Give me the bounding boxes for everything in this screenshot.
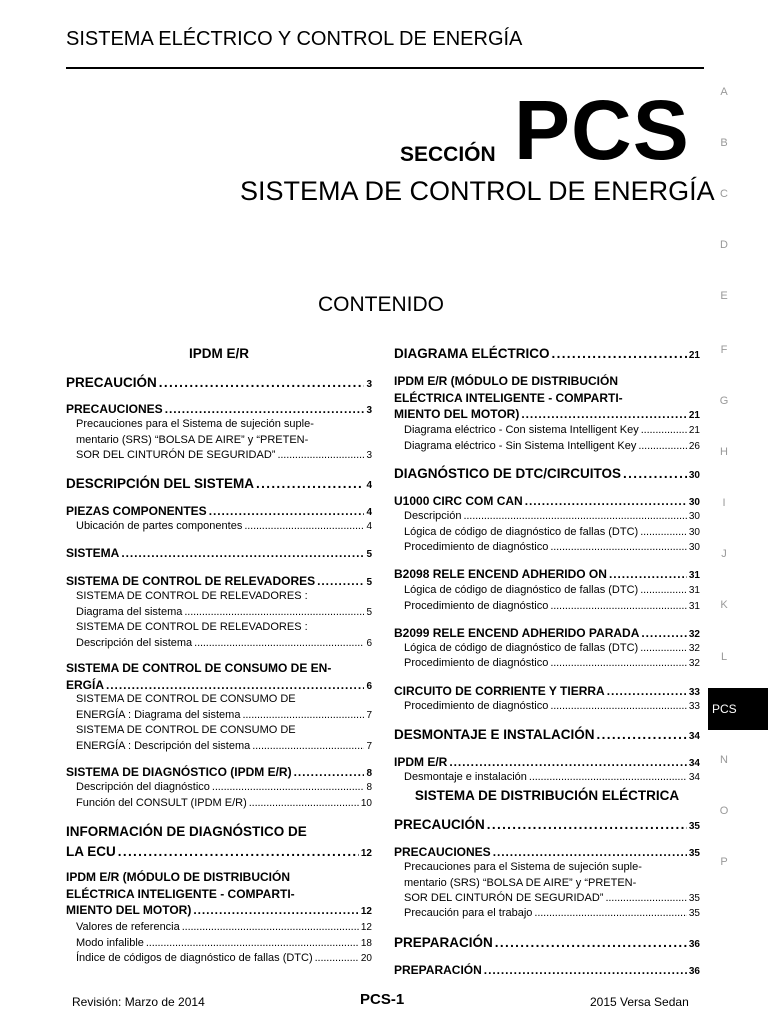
toc-subentry[interactable]: [404, 423, 700, 439]
toc-heading[interactable]: [394, 344, 700, 366]
toc-page-number: 32: [688, 658, 700, 669]
dot-leader: [640, 641, 687, 657]
dot-leader: [463, 509, 686, 525]
toc-page-number: 35: [688, 893, 700, 904]
toc-entry-title: INFORMACIÓN DE DIAGNÓSTICO DE: [66, 824, 307, 839]
toc-page-number: 10: [360, 798, 372, 809]
toc-subentry[interactable]: [76, 780, 372, 796]
toc-entry-title: Ubicación de partes componentes: [76, 520, 243, 532]
toc-entry-title: Descripción del sistema: [76, 636, 193, 649]
dot-leader: [487, 815, 687, 835]
toc-entry-title: ENERGÍA : Diagrama del sistema: [76, 708, 241, 721]
toc-page-number: 12: [360, 922, 372, 933]
dot-leader: [623, 464, 687, 484]
dot-leader: [550, 656, 687, 672]
toc-entry-title: DESMONTAJE E INSTALACIÓN: [394, 727, 595, 742]
toc-subentry[interactable]: [76, 589, 372, 620]
toc-page-number: 36: [688, 966, 700, 977]
section-index-h[interactable]: H: [720, 446, 728, 458]
toc-page-number: 35: [688, 821, 700, 832]
toc-page-number: 6: [366, 637, 372, 649]
toc-page-number: 30: [688, 511, 700, 522]
toc-subentry[interactable]: [404, 656, 700, 672]
toc-page-number: 26: [688, 441, 700, 452]
toc-entry-title: CIRCUITO DE CORRIENTE Y TIERRA: [394, 684, 605, 698]
toc-page-number: 5: [366, 549, 372, 560]
dot-leader: [317, 573, 364, 590]
toc-entry-title: SISTEMA DE CONTROL DE RELEVADORES :: [76, 621, 308, 633]
toc-page-number: 7: [366, 740, 372, 752]
dot-leader: [640, 583, 687, 599]
toc-heading[interactable]: [394, 566, 700, 585]
dot-leader: [605, 891, 686, 907]
toc-page-number: 20: [360, 953, 372, 964]
toc-subentry[interactable]: [76, 920, 372, 936]
toc-entry-title: mentario (SRS) “BOLSA DE AIRE” y “PRETEN-: [76, 433, 309, 446]
toc-entry-title: ERGÍA: [66, 677, 105, 692]
toc-page-number: 32: [688, 629, 700, 640]
toc-page-number: 3: [366, 379, 372, 390]
dot-leader: [121, 545, 364, 562]
dot-leader: [552, 344, 687, 364]
dot-leader: [641, 625, 687, 642]
toc-subentry[interactable]: [404, 860, 700, 907]
dot-leader: [534, 906, 686, 922]
toc-page-number: 12: [360, 848, 372, 859]
toc-entry-title: Índice de códigos de diagnóstico de fallas (DTC): [76, 952, 313, 964]
toc-entry-title: DIAGRAMA ELÉCTRICO: [394, 346, 550, 361]
dot-leader: [597, 725, 687, 745]
toc-heading[interactable]: [394, 464, 700, 486]
dot-leader: [106, 677, 364, 694]
toc-entry-title: Precauciones para el Sistema de sujeción suple-: [404, 861, 642, 873]
toc-page-number: 35: [688, 908, 700, 919]
toc-page-number: 3: [366, 405, 372, 416]
toc-entry-title: Procedimiento de diagnóstico: [404, 600, 549, 612]
toc-entry-title: SISTEMA DE DISTRIBUCIÓN ELÉCTRICA: [414, 788, 680, 803]
toc-page-number: 33: [688, 687, 700, 698]
toc-entry-title: MIENTO DEL MOTOR): [66, 903, 192, 917]
section-index-p[interactable]: P: [720, 856, 728, 868]
dot-leader: [529, 770, 687, 786]
toc-entry-title: B2099 RELE ENCEND ADHERIDO PARADA: [394, 626, 640, 640]
toc-subentry[interactable]: [76, 723, 372, 754]
section-tab-pcs[interactable]: PCS: [708, 688, 768, 730]
section-label: SECCIÓN: [400, 143, 496, 166]
toc-page-number: 3: [366, 450, 372, 461]
toc-entry-title: IPDM E/R: [188, 346, 249, 361]
toc-entry-title: ENERGÍA : Descripción del sistema: [76, 739, 251, 752]
toc-entry-title: MIENTO DEL MOTOR): [394, 407, 520, 421]
toc-entry-title: IPDM E/R (MÓDULO DE DISTRIBUCIÓN: [66, 870, 290, 884]
toc-entry-title: PREPARACIÓN: [394, 935, 493, 950]
dot-leader: [256, 474, 364, 494]
toc-entry-title: Modo infalible: [76, 937, 144, 949]
toc-page-number: 5: [366, 577, 372, 588]
section-index-j[interactable]: J: [721, 548, 727, 560]
header-title: SISTEMA ELÉCTRICO Y CONTROL DE ENERGÍA: [66, 28, 523, 50]
toc-heading[interactable]: [66, 474, 372, 496]
toc-page-number: 31: [688, 601, 700, 612]
contents-heading: CONTENIDO: [318, 293, 444, 316]
dot-leader: [525, 493, 687, 510]
toc-page-number: 31: [688, 570, 700, 581]
toc-entry-title: Procedimiento de diagnóstico: [404, 657, 549, 669]
toc-page-number: 33: [688, 701, 700, 712]
toc-division-heading: [394, 786, 700, 806]
toc-page-number: 21: [688, 425, 700, 436]
toc-heading[interactable]: [66, 660, 372, 695]
toc-entry-title: ELÉCTRICA INTELIGENTE - COMPARTI-: [394, 390, 623, 405]
toc-page-number: 30: [688, 497, 700, 508]
section-code: PCS: [514, 83, 690, 177]
toc-entry-title: IPDM E/R: [394, 755, 448, 769]
toc-entry-title: DIAGNÓSTICO DE DTC/CIRCUITOS: [394, 466, 622, 481]
toc-page-number: 18: [360, 938, 372, 949]
toc-entry-title: Precaución para el trabajo: [404, 907, 533, 919]
toc-page-number: 8: [366, 782, 372, 793]
dot-leader: [249, 796, 359, 812]
dot-leader: [242, 708, 364, 724]
toc-subentry[interactable]: [76, 692, 372, 723]
toc-subentry[interactable]: [76, 417, 372, 464]
toc-heading[interactable]: [394, 373, 700, 425]
dot-leader: [146, 936, 359, 952]
toc-heading[interactable]: [66, 373, 372, 395]
toc-entry-title: SISTEMA DE CONTROL DE CONSUMO DE: [76, 693, 296, 705]
toc-heading[interactable]: [394, 815, 700, 837]
toc-entry-title: Diagrama del sistema: [76, 605, 183, 618]
toc-entry-title: DESCRIPCIÓN DEL SISTEMA: [66, 476, 255, 491]
header-rule: [66, 67, 704, 69]
dot-leader: [607, 683, 687, 700]
toc-entry-title: Precauciones para el Sistema de sujeción suple-: [76, 418, 314, 430]
dot-leader: [550, 599, 687, 615]
dot-leader: [182, 920, 359, 936]
toc-page-number: 30: [688, 542, 700, 553]
toc-page-number: 30: [688, 470, 700, 481]
section-index-e[interactable]: E: [720, 290, 728, 302]
toc-heading[interactable]: [66, 869, 372, 921]
dot-leader: [252, 739, 364, 755]
toc-entry-title: Función del CONSULT (IPDM E/R): [76, 797, 247, 809]
section-index-g[interactable]: G: [719, 395, 729, 407]
toc-entry-title: Diagrama eléctrico - Sin Sistema Intelligent Key: [404, 440, 637, 452]
toc-page-number: 30: [688, 527, 700, 538]
toc-entry-title: Procedimiento de diagnóstico: [404, 700, 549, 712]
dot-leader: [194, 636, 364, 652]
toc-entry-title: SISTEMA DE CONTROL DE CONSUMO DE: [76, 724, 296, 736]
toc-subentry[interactable]: [404, 525, 700, 541]
dot-leader: [159, 373, 365, 393]
toc-entry-title: SISTEMA DE CONTROL DE RELEVADORES :: [76, 590, 308, 602]
toc-subentry[interactable]: [76, 951, 372, 967]
section-index-k[interactable]: K: [720, 599, 728, 611]
dot-leader: [294, 764, 365, 781]
toc-page-number: 31: [688, 585, 700, 596]
toc-entry-title: PRECAUCIONES: [394, 845, 491, 859]
toc-entry-title: B2098 RELE ENCEND ADHERIDO ON: [394, 567, 607, 581]
dot-leader: [165, 401, 365, 418]
toc-page-number: 12: [360, 906, 372, 917]
toc-page-number: 6: [366, 680, 372, 692]
toc-entry-title: Lógica de código de diagnóstico de fallas (DTC): [404, 584, 639, 596]
section-index-a[interactable]: A: [720, 86, 728, 98]
toc-entry-title: SISTEMA DE CONTROL DE CONSUMO DE EN-: [66, 661, 332, 675]
toc-entry-title: mentario (SRS) “BOLSA DE AIRE” y “PRETEN-: [404, 876, 637, 889]
section-index-n[interactable]: N: [720, 754, 728, 766]
section-index-l[interactable]: L: [720, 651, 728, 663]
toc-page-number: 35: [688, 848, 700, 859]
dot-leader: [277, 448, 364, 464]
toc-entry-title: SISTEMA DE DIAGNÓSTICO (IPDM E/R): [66, 765, 292, 779]
footer-model: 2015 Versa Sedan: [590, 995, 689, 1009]
toc-entry-title: Lógica de código de diagnóstico de fallas (DTC): [404, 642, 639, 654]
toc-subentry[interactable]: [404, 770, 700, 786]
dot-leader: [212, 780, 365, 796]
toc-page-number: 32: [688, 643, 700, 654]
toc-page-number: 4: [366, 507, 372, 518]
section-title: SISTEMA DE CONTROL DE ENERGÍA: [240, 176, 715, 206]
toc-subentry[interactable]: [404, 439, 700, 455]
toc-entry-title: PRECAUCIÓN: [394, 817, 485, 832]
toc-entry-title: U1000 CIRC COM CAN: [394, 494, 523, 508]
dot-leader: [209, 503, 365, 520]
toc-subentry[interactable]: [404, 583, 700, 599]
dot-leader: [118, 842, 359, 862]
toc-subentry[interactable]: [76, 620, 372, 651]
dot-leader: [193, 902, 359, 919]
toc-page-number: 34: [688, 772, 700, 783]
footer-page-number: PCS-1: [360, 991, 405, 1008]
toc-page-number: 4: [366, 480, 372, 491]
dot-leader: [609, 566, 687, 583]
dot-leader: [484, 962, 687, 979]
toc-subentry[interactable]: [404, 599, 700, 615]
toc-entry-title: Diagrama eléctrico - Con sistema Intelligent Key: [404, 424, 639, 436]
toc-page-number: 8: [366, 768, 372, 779]
section-index-o[interactable]: O: [719, 805, 729, 817]
dot-leader: [550, 540, 687, 556]
dot-leader: [640, 525, 687, 541]
toc-page-number: 21: [688, 410, 700, 421]
toc-heading[interactable]: [394, 725, 700, 747]
toc-entry-title: Descripción del diagnóstico: [76, 781, 210, 793]
section-index-c[interactable]: C: [720, 188, 728, 200]
toc-subentry[interactable]: [76, 936, 372, 952]
dot-leader: [244, 519, 364, 535]
toc-subentry[interactable]: [404, 699, 700, 715]
section-index-i[interactable]: I: [722, 497, 726, 509]
toc-page-number: 36: [688, 939, 700, 950]
toc-page-number: 5: [366, 606, 372, 618]
toc-heading[interactable]: [66, 822, 372, 864]
toc-entry-title: PIEZAS COMPONENTES: [66, 504, 207, 518]
toc-heading[interactable]: [394, 962, 700, 981]
toc-subentry[interactable]: [76, 519, 372, 535]
toc-division-heading: [66, 344, 372, 364]
dot-leader: [521, 406, 687, 423]
toc-page-number: 34: [688, 758, 700, 769]
toc-entry-title: Procedimiento de diagnóstico: [404, 541, 549, 553]
dot-leader: [184, 605, 364, 621]
toc-entry-title: PREPARACIÓN: [394, 963, 482, 977]
toc-page-number: 7: [366, 709, 372, 721]
section-index-b[interactable]: B: [720, 137, 728, 149]
toc-entry-title: Valores de referencia: [76, 921, 180, 933]
toc-page-number: 4: [366, 521, 372, 532]
toc-heading[interactable]: [66, 545, 372, 564]
dot-leader: [641, 423, 687, 439]
toc-subentry[interactable]: [404, 641, 700, 657]
dot-leader: [493, 844, 687, 861]
toc-subentry[interactable]: [404, 906, 700, 922]
toc-subentry[interactable]: [404, 540, 700, 556]
toc-entry-title: PRECAUCIÓN: [66, 375, 157, 390]
toc-entry-title: Desmontaje e instalación: [404, 771, 527, 783]
section-index-f[interactable]: F: [720, 344, 728, 356]
toc-entry-title: SOR DEL CINTURÓN DE SEGURIDAD”: [76, 449, 276, 461]
toc-entry-title: LA ECU: [66, 844, 116, 859]
toc-entry-title: IPDM E/R (MÓDULO DE DISTRIBUCIÓN: [394, 374, 618, 388]
toc-entry-title: Lógica de código de diagnóstico de fallas (DTC): [404, 526, 639, 538]
dot-leader: [550, 699, 687, 715]
toc-entry-title: SISTEMA DE CONTROL DE RELEVADORES: [66, 574, 316, 588]
toc-entry-title: SOR DEL CINTURÓN DE SEGURIDAD”: [404, 892, 604, 904]
toc-entry-title: PRECAUCIONES: [66, 402, 163, 416]
footer-revision: Revisión: Marzo de 2014: [72, 995, 205, 1009]
dot-leader: [638, 439, 687, 455]
toc-entry-title: SISTEMA: [66, 546, 120, 560]
toc-entry-title: Descripción: [404, 510, 462, 522]
toc-heading[interactable]: [394, 933, 700, 955]
dot-leader: [315, 951, 359, 967]
toc-entry-title: ELÉCTRICA INTELIGENTE - COMPARTI-: [66, 886, 295, 901]
toc-page-number: 21: [688, 350, 700, 361]
toc-subentry[interactable]: [76, 796, 372, 812]
toc-page-number: 34: [688, 731, 700, 742]
section-index-d[interactable]: D: [720, 239, 728, 251]
toc-subentry[interactable]: [404, 509, 700, 525]
dot-leader: [449, 754, 687, 771]
dot-leader: [495, 933, 687, 953]
